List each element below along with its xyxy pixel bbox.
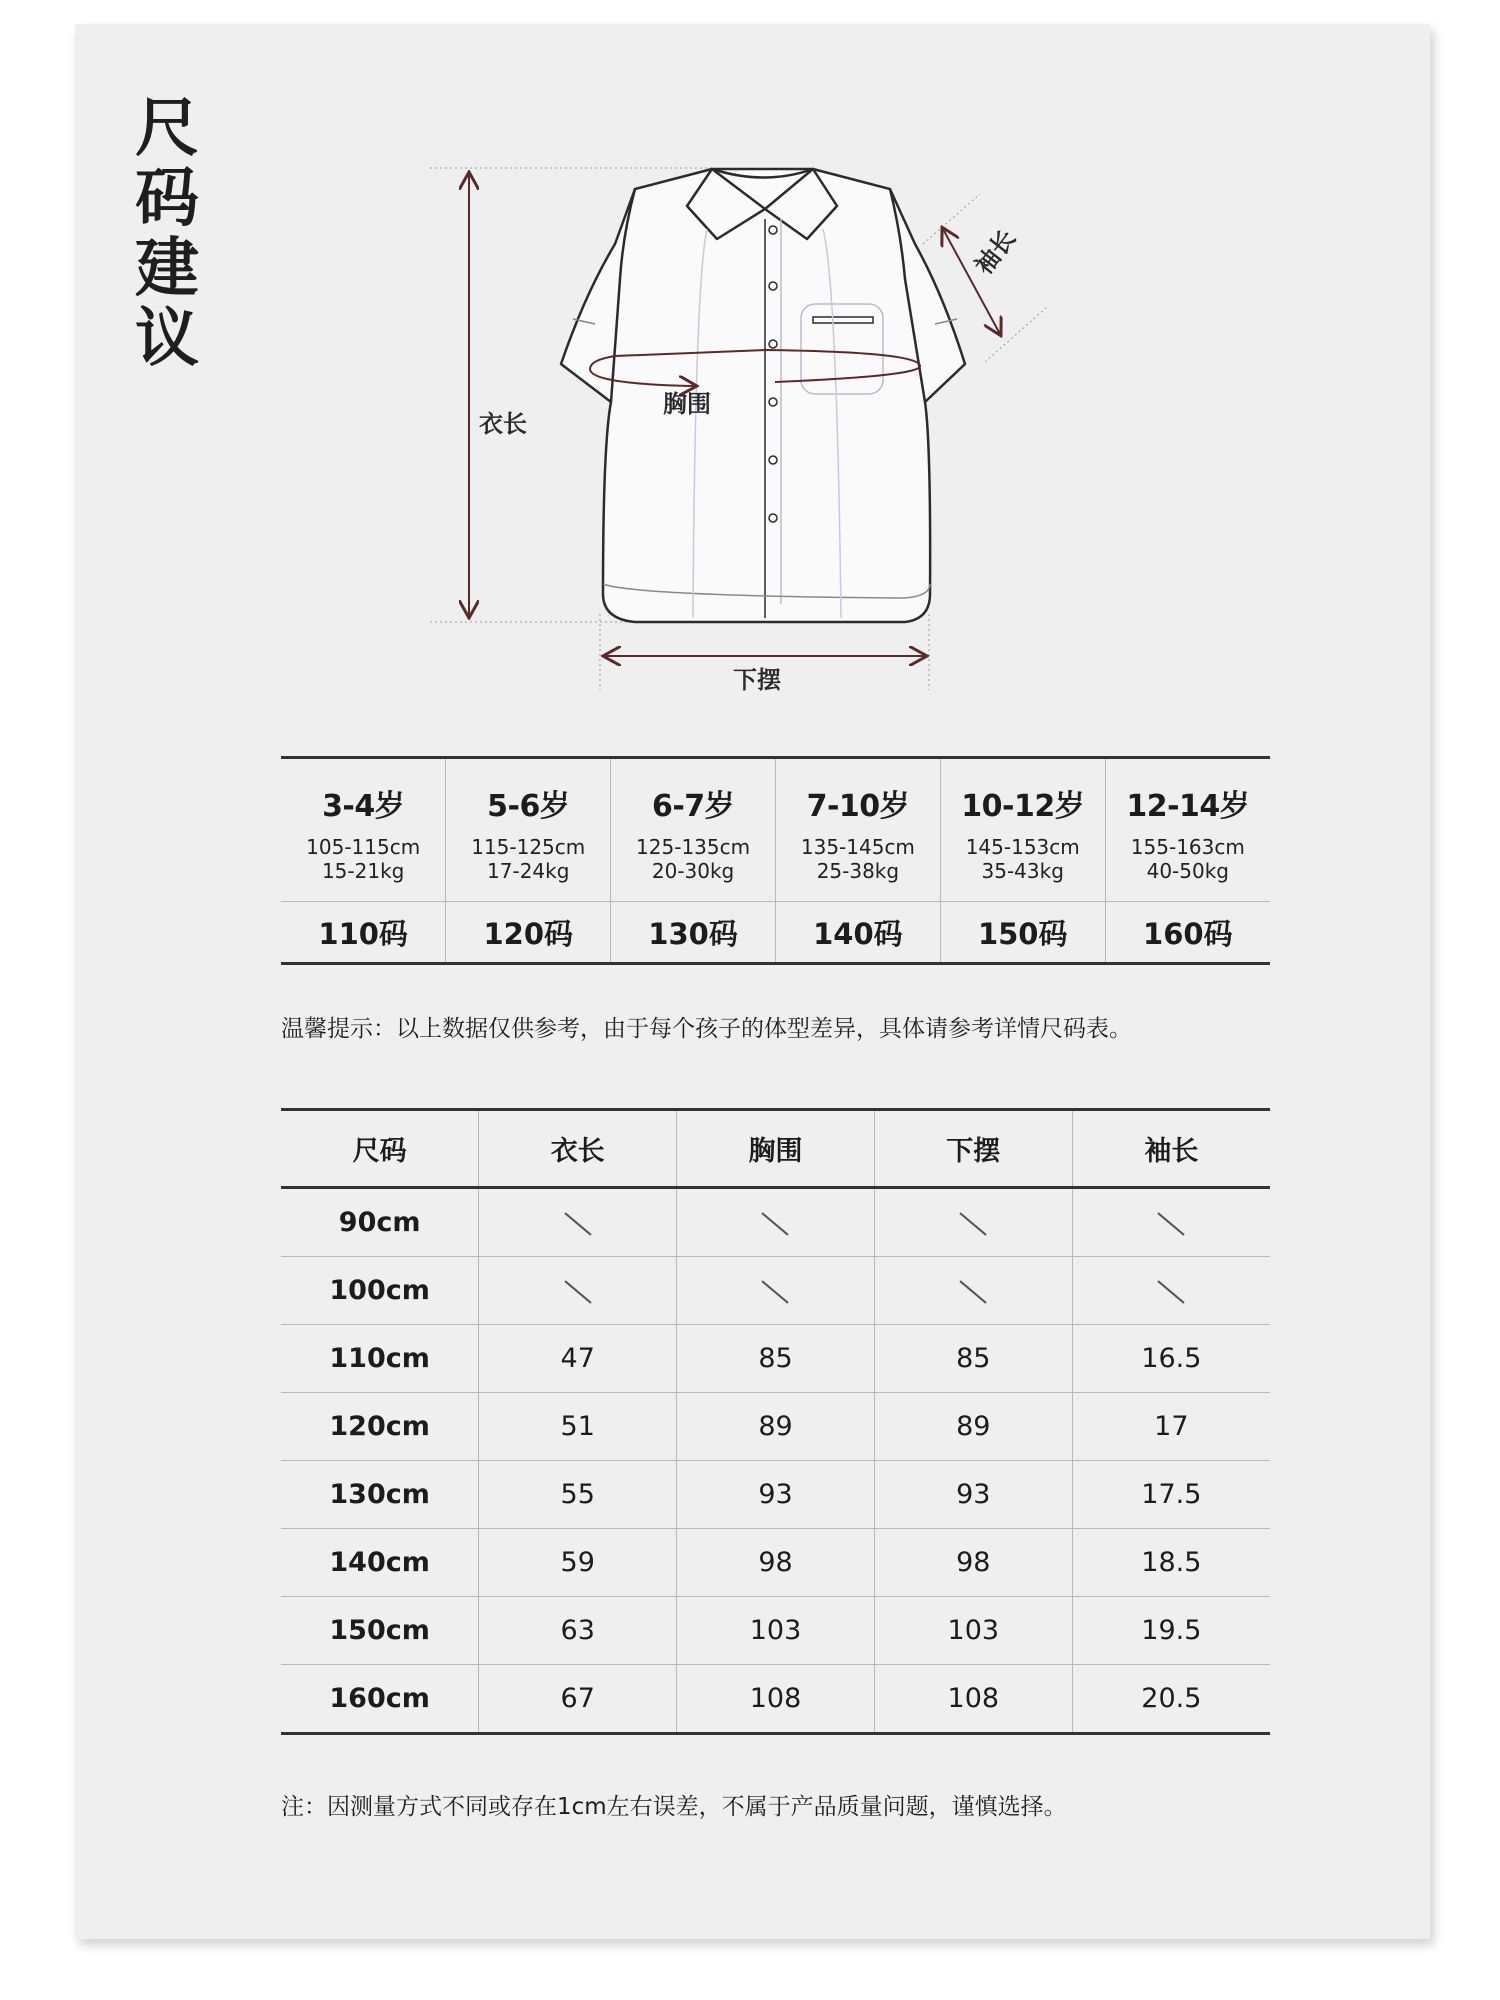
shirt-diagram bbox=[75, 24, 1430, 724]
header-row bbox=[281, 1111, 1270, 1188]
not-available-mark bbox=[479, 1188, 677, 1257]
measure-cell: 20.5 bbox=[1072, 1665, 1270, 1733]
age-cell: 7-10岁 135-145cm 25-38kg bbox=[775, 759, 940, 902]
size-cell: 150码 bbox=[940, 902, 1105, 963]
header-size: 尺码 bbox=[281, 1111, 479, 1188]
header-length: 衣长 bbox=[479, 1111, 677, 1188]
table-row bbox=[281, 1461, 1270, 1529]
table-row bbox=[281, 1325, 1270, 1393]
measure-cell: 63 bbox=[479, 1597, 677, 1665]
table-row bbox=[281, 1393, 1270, 1461]
size-label-cell: 90cm bbox=[338, 1207, 421, 1238]
measure-cell: 98 bbox=[677, 1529, 875, 1597]
size-label-cell: 150cm bbox=[281, 1597, 479, 1665]
age-cell: 10-12岁 145-153cm 35-43kg bbox=[940, 759, 1105, 902]
header-sleeve: 袖长 bbox=[1072, 1111, 1270, 1188]
measurement-table bbox=[281, 1108, 1270, 1735]
size-cell: 160码 bbox=[1105, 902, 1270, 963]
not-available-mark bbox=[479, 1257, 677, 1325]
measure-cell: 51 bbox=[479, 1393, 677, 1461]
measure-cell: 108 bbox=[874, 1665, 1072, 1733]
table-row bbox=[281, 1188, 1270, 1257]
size-guide-card bbox=[75, 24, 1430, 1939]
table-row bbox=[281, 1257, 1270, 1325]
age-cell: 5-6岁 115-125cm 17-24kg bbox=[446, 759, 611, 902]
measure-cell: 18.5 bbox=[1072, 1529, 1270, 1597]
tip-text: 温馨提示：以上数据仅供参考，由于每个孩子的体型差异，具体请参考详情尺码表。 bbox=[281, 1016, 1132, 1042]
page-title: 尺码建议 bbox=[135, 92, 199, 376]
measure-cell: 17 bbox=[1072, 1393, 1270, 1461]
measure-cell: 89 bbox=[874, 1393, 1072, 1461]
table-row bbox=[281, 1597, 1270, 1665]
size-cell: 130码 bbox=[611, 902, 776, 963]
size-row bbox=[281, 902, 1270, 963]
size-label-cell: 140cm bbox=[281, 1529, 479, 1597]
measure-cell: 98 bbox=[874, 1529, 1072, 1597]
measure-cell: 47 bbox=[479, 1325, 677, 1393]
size-cell: 110码 bbox=[281, 902, 446, 963]
table-row bbox=[281, 1529, 1270, 1597]
hem-label: 下摆 bbox=[733, 666, 781, 694]
size-label-cell: 160cm bbox=[281, 1665, 479, 1733]
size-cell: 120码 bbox=[446, 902, 611, 963]
age-row bbox=[281, 759, 1270, 902]
not-available-mark bbox=[1072, 1188, 1270, 1257]
age-cell: 3-4岁 105-115cm 15-21kg bbox=[306, 789, 421, 883]
sleeve-label: 袖长 bbox=[969, 224, 1022, 280]
size-label-cell: 110cm bbox=[281, 1325, 479, 1393]
measure-cell: 59 bbox=[479, 1529, 677, 1597]
size-label-cell: 130cm bbox=[281, 1461, 479, 1529]
not-available-mark bbox=[874, 1257, 1072, 1325]
footnote-text: 注：因测量方式不同或存在1cm左右误差，不属于产品质量问题，谨慎选择。 bbox=[281, 1794, 1067, 1820]
measure-cell: 89 bbox=[677, 1393, 875, 1461]
measure-cell: 85 bbox=[874, 1325, 1072, 1393]
not-available-mark bbox=[677, 1257, 875, 1325]
age-cell: 12-14岁 155-163cm 40-50kg bbox=[1105, 759, 1270, 902]
length-label: 衣长 bbox=[479, 410, 527, 438]
table-row bbox=[281, 1665, 1270, 1733]
not-available-mark bbox=[874, 1188, 1072, 1257]
measure-cell: 103 bbox=[677, 1597, 875, 1665]
measure-cell: 93 bbox=[874, 1461, 1072, 1529]
size-cell: 140码 bbox=[775, 902, 940, 963]
measure-cell: 17.5 bbox=[1072, 1461, 1270, 1529]
measure-cell: 16.5 bbox=[1072, 1325, 1270, 1393]
age-cell: 6-7岁 125-135cm 20-30kg bbox=[611, 759, 776, 902]
not-available-mark bbox=[1072, 1257, 1270, 1325]
header-chest: 胸围 bbox=[677, 1111, 875, 1188]
measure-cell: 19.5 bbox=[1072, 1597, 1270, 1665]
size-label-cell: 100cm bbox=[281, 1257, 479, 1325]
measure-cell: 67 bbox=[479, 1665, 677, 1733]
not-available-mark bbox=[677, 1188, 875, 1257]
measure-cell: 103 bbox=[874, 1597, 1072, 1665]
shirt-outline bbox=[561, 169, 965, 622]
measure-cell: 93 bbox=[677, 1461, 875, 1529]
measure-cell: 85 bbox=[677, 1325, 875, 1393]
header-hem: 下摆 bbox=[874, 1111, 1072, 1188]
age-size-table bbox=[281, 756, 1270, 965]
chest-label: 胸围 bbox=[663, 390, 711, 418]
size-label-cell: 120cm bbox=[281, 1393, 479, 1461]
measure-cell: 55 bbox=[479, 1461, 677, 1529]
measure-cell: 108 bbox=[677, 1665, 875, 1733]
